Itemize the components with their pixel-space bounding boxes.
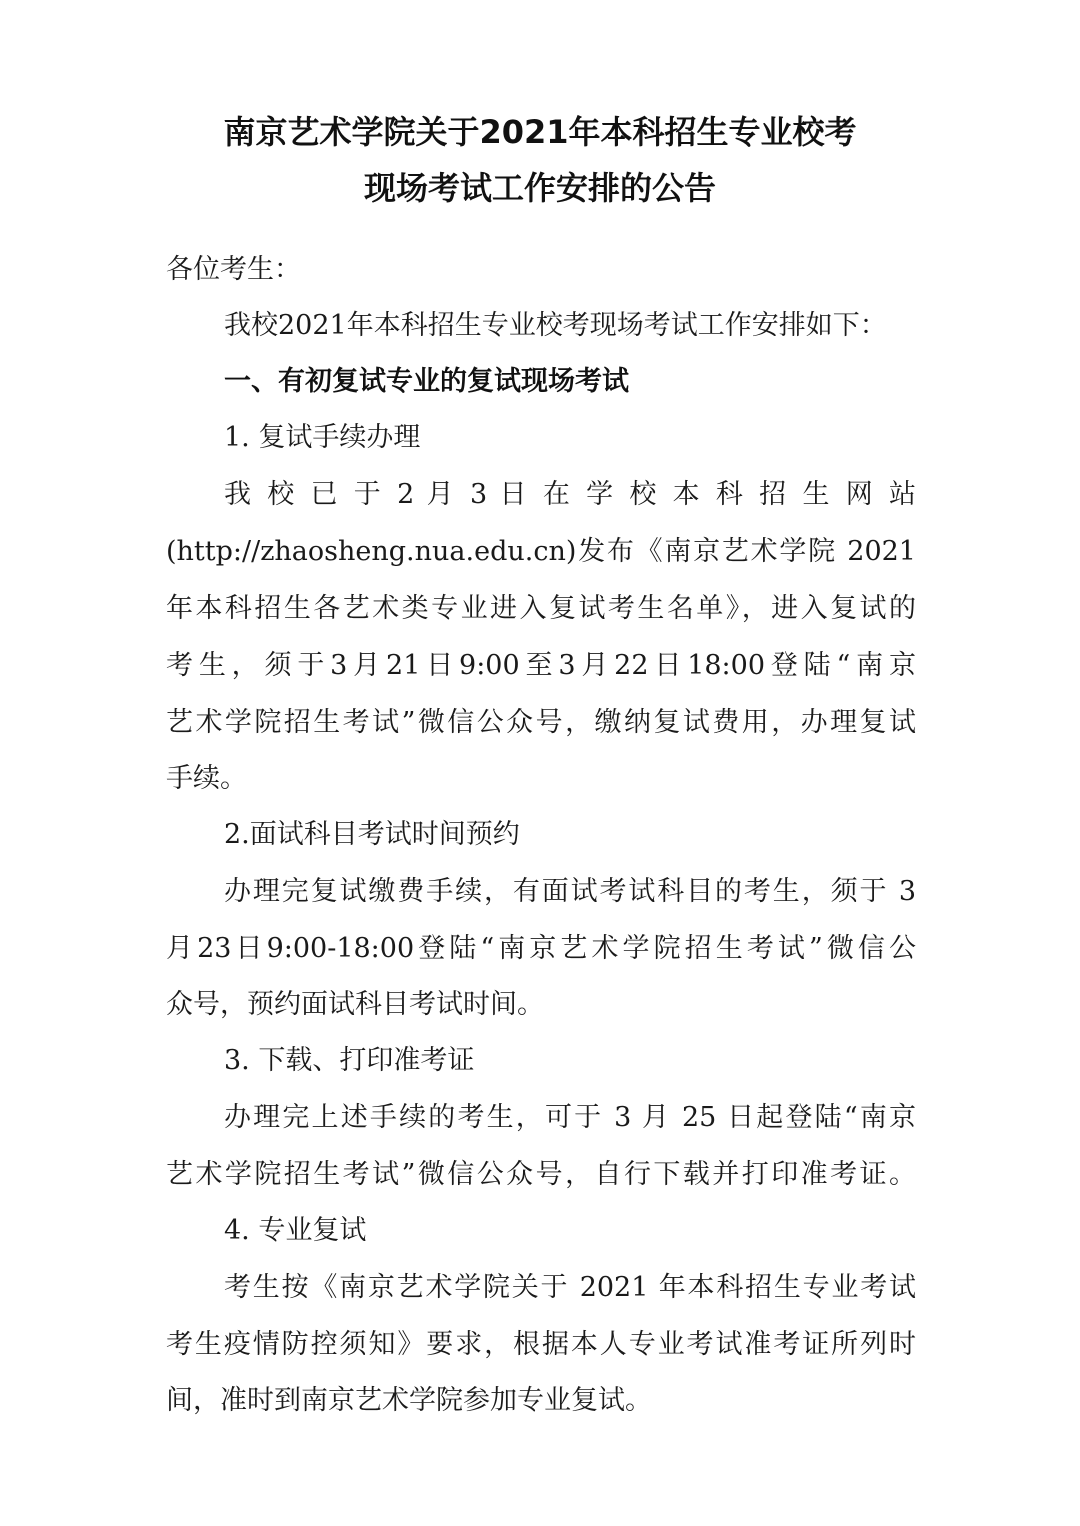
item-4-line: 考生疫情防控须知》要求，根据本人专业考试准考证所列时: [166, 1329, 916, 1360]
item-2-line: 月23日9:00-18:00登陆“南京艺术学院招生考试”微信公: [166, 933, 916, 964]
item-3-heading: 3. 下载、打印准考证: [224, 1045, 475, 1076]
item-1-heading: 1. 复试手续办理: [224, 422, 421, 453]
item-2-line: 办理完复试缴费手续，有面试考试科目的考生，须于 3: [224, 876, 916, 907]
item-4-line: 考生按《南京艺术学院关于 2021 年本科招生专业考试: [224, 1272, 916, 1303]
item-3-line: 艺术学院招生考试”微信公众号，自行下载并打印准考证。: [166, 1159, 916, 1190]
greeting: 各位考生：: [166, 254, 301, 285]
intro-paragraph: 我校2021年本科招生专业校考现场考试工作安排如下：: [224, 310, 887, 341]
item-3-line: 办理完上述手续的考生，可于 3 月 25 日起登陆“南京: [224, 1102, 916, 1133]
document-title-line-2: 现场考试工作安排的公告: [363, 169, 716, 207]
item-1-line: 考生，须于3月21日9:00至3月22日18:00登陆“南京: [166, 650, 916, 681]
item-4-heading: 4. 专业复试: [224, 1215, 367, 1246]
section-heading: 一、有初复试专业的复试现场考试: [224, 366, 629, 397]
item-2-heading: 2.面试科目考试时间预约: [224, 819, 520, 850]
item-1-line: 我 校 已 于 2 月 3 日 在 学 校 本 科 招 生 网 站: [224, 479, 916, 510]
item-1-line: 年本科招生各艺术类专业进入复试考生名单》，进入复试的: [166, 593, 916, 624]
item-1-line: (http://zhaosheng.nua.edu.cn)发布《南京艺术学院 2021: [166, 536, 916, 567]
item-2-line: 众号，预约面试科目考试时间。: [166, 989, 544, 1020]
item-4-line: 间，准时到南京艺术学院参加专业复试。: [166, 1385, 652, 1416]
item-1-line: 手续。: [166, 763, 247, 794]
document-title-line-1: 南京艺术学院关于2021年本科招生专业校考: [223, 113, 857, 151]
item-1-line: 艺术学院招生考试”微信公众号，缴纳复试费用，办理复试: [166, 707, 916, 738]
